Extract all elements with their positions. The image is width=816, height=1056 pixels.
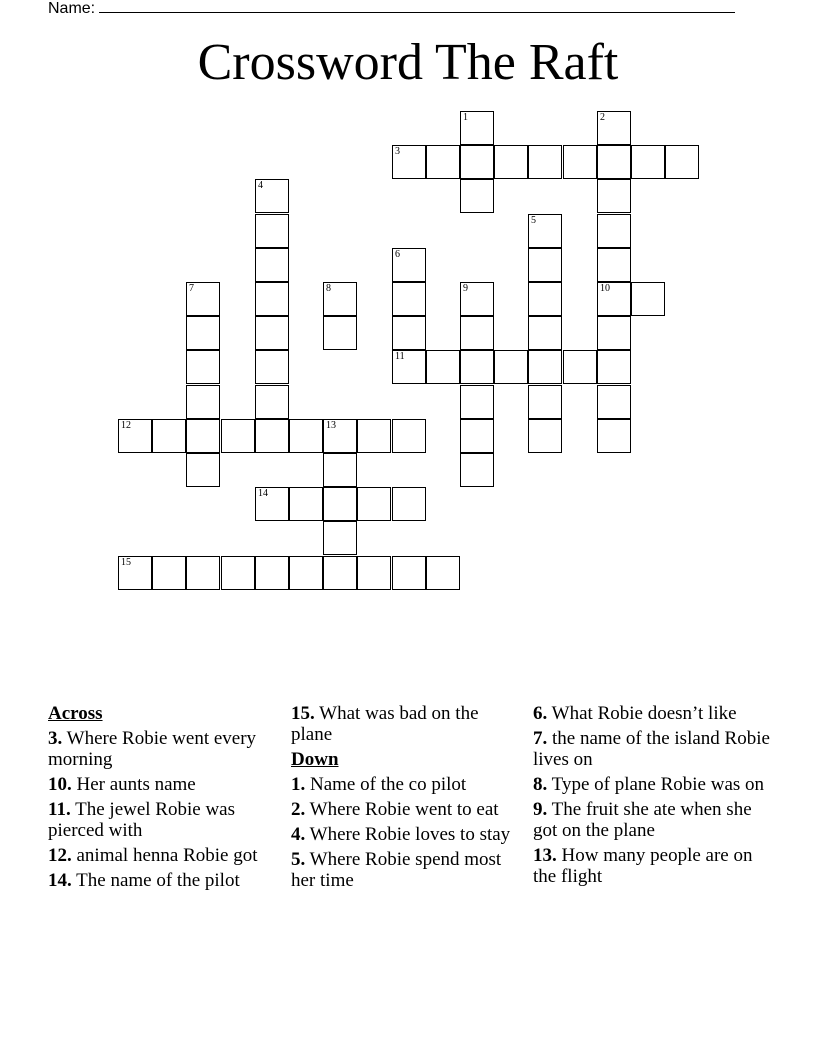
grid-cell[interactable]: [255, 419, 289, 453]
clue-down-13: [533, 845, 773, 887]
clue-across-11: [48, 799, 270, 841]
grid-cell[interactable]: [255, 179, 289, 213]
clue-text: Type of plane Robie was on: [551, 774, 765, 795]
clue-start-number: 11: [395, 351, 405, 362]
grid-cell[interactable]: [528, 248, 562, 282]
clue-start-number: 15: [121, 557, 131, 568]
grid-cell[interactable]: [323, 419, 357, 453]
grid-cell[interactable]: [426, 350, 460, 384]
grid-cell[interactable]: [323, 453, 357, 487]
clue-number: 13.: [533, 845, 557, 866]
clue-start-number: 13: [326, 420, 336, 431]
grid-cell[interactable]: [392, 487, 426, 521]
clue-text: The fruit she ate when she got on the plane: [533, 799, 752, 841]
clue-text: What Robie doesn’t like: [551, 703, 737, 724]
grid-cell[interactable]: [460, 111, 494, 145]
grid-cell[interactable]: [563, 145, 597, 179]
grid-cell[interactable]: [323, 556, 357, 590]
clue-start-number: 7: [189, 283, 194, 294]
down-heading: Down: [291, 749, 339, 770]
grid-cell[interactable]: [631, 282, 665, 316]
clue-down-2: [291, 799, 515, 820]
grid-cell[interactable]: [460, 419, 494, 453]
clue-number: 10.: [48, 774, 72, 795]
clue-column-1: [48, 703, 270, 895]
clue-column-2: [291, 703, 515, 895]
clue-number: 1.: [291, 774, 306, 795]
clue-text: Where Robie spend most her time: [291, 849, 502, 891]
name-field[interactable]: [48, 0, 735, 18]
clue-text: animal henna Robie got: [76, 845, 258, 866]
clue-number: 14.: [48, 870, 72, 891]
clue-start-number: 4: [258, 180, 263, 191]
grid-cell[interactable]: [392, 556, 426, 590]
grid-cell[interactable]: [392, 419, 426, 453]
grid-cell[interactable]: [426, 145, 460, 179]
grid-cell[interactable]: [255, 316, 289, 350]
across-heading: Across: [48, 703, 103, 724]
grid-cell[interactable]: [221, 419, 255, 453]
clue-start-number: 10: [600, 283, 610, 294]
clue-number: 3.: [48, 728, 63, 749]
page-title: Crossword The Raft: [197, 34, 619, 91]
grid-cell[interactable]: [597, 385, 631, 419]
grid-cell[interactable]: [186, 453, 220, 487]
clue-start-number: 12: [121, 420, 131, 431]
clue-text: The name of the pilot: [76, 870, 240, 891]
grid-cell[interactable]: [323, 521, 357, 555]
clue-number: 7.: [533, 728, 548, 749]
clue-number: 8.: [533, 774, 548, 795]
clue-down-4: [291, 824, 515, 845]
grid-cell[interactable]: [597, 282, 631, 316]
clue-start-number: 9: [463, 283, 468, 294]
grid-cell[interactable]: [460, 316, 494, 350]
grid-cell[interactable]: [186, 316, 220, 350]
clue-number: 6.: [533, 703, 548, 724]
grid-cell[interactable]: [186, 419, 220, 453]
clue-text: What was bad on the plane: [291, 703, 479, 745]
grid-cell[interactable]: [563, 350, 597, 384]
grid-cell[interactable]: [255, 385, 289, 419]
grid-cell[interactable]: [152, 556, 186, 590]
grid-cell[interactable]: [597, 179, 631, 213]
grid-cell[interactable]: [528, 385, 562, 419]
grid-cell[interactable]: [186, 350, 220, 384]
grid-cell[interactable]: [118, 556, 152, 590]
grid-cell[interactable]: [528, 350, 562, 384]
grid-cell[interactable]: [528, 419, 562, 453]
grid-cell[interactable]: [255, 214, 289, 248]
grid-cell[interactable]: [323, 282, 357, 316]
grid-cell[interactable]: [631, 145, 665, 179]
grid-cell[interactable]: [597, 350, 631, 384]
clue-start-number: 1: [463, 112, 468, 123]
clue-number: 15.: [291, 703, 315, 724]
clue-down-1: [291, 774, 515, 795]
clue-start-number: 2: [600, 112, 605, 123]
clue-number: 11.: [48, 799, 71, 820]
clue-down-7: [533, 728, 773, 770]
grid-cell[interactable]: [597, 214, 631, 248]
grid-cell[interactable]: [221, 556, 255, 590]
grid-cell[interactable]: [460, 179, 494, 213]
grid-cell[interactable]: [528, 316, 562, 350]
grid-cell[interactable]: [597, 419, 631, 453]
clue-across-15: [291, 703, 515, 745]
clue-start-number: 3: [395, 146, 400, 157]
grid-cell[interactable]: [460, 453, 494, 487]
clue-start-number: 6: [395, 249, 400, 260]
grid-cell[interactable]: [528, 214, 562, 248]
clue-text: Her aunts name: [76, 774, 196, 795]
grid-cell[interactable]: [152, 419, 186, 453]
clue-number: 4.: [291, 824, 306, 845]
grid-cell[interactable]: [323, 316, 357, 350]
grid-cell[interactable]: [597, 316, 631, 350]
clue-start-number: 14: [258, 488, 268, 499]
grid-cell[interactable]: [255, 556, 289, 590]
clue-number: 12.: [48, 845, 72, 866]
grid-cell[interactable]: [255, 487, 289, 521]
grid-cell[interactable]: [460, 350, 494, 384]
grid-cell[interactable]: [323, 487, 357, 521]
clue-down-8: [533, 774, 773, 795]
grid-cell[interactable]: [597, 145, 631, 179]
grid-cell[interactable]: [460, 282, 494, 316]
clue-text: Where Robie loves to stay: [309, 824, 511, 845]
grid-cell[interactable]: [597, 248, 631, 282]
grid-cell[interactable]: [392, 282, 426, 316]
clue-across-3: [48, 728, 270, 770]
clue-column-3: [533, 703, 773, 891]
clue-across-10: [48, 774, 270, 795]
grid-cell[interactable]: [289, 419, 323, 453]
grid-cell[interactable]: [528, 282, 562, 316]
grid-cell[interactable]: [357, 556, 391, 590]
grid-cell[interactable]: [118, 419, 152, 453]
clue-down-9: [533, 799, 773, 841]
clue-down-6: [533, 703, 773, 724]
clue-text: Name of the co pilot: [310, 774, 467, 795]
name-underline[interactable]: [99, 0, 735, 13]
grid-cell[interactable]: [357, 419, 391, 453]
clue-text: How many people are on the flight: [533, 845, 753, 887]
grid-cell[interactable]: [357, 487, 391, 521]
grid-cell[interactable]: [392, 145, 426, 179]
grid-cell[interactable]: [597, 111, 631, 145]
grid-cell[interactable]: [460, 145, 494, 179]
clue-number: 2.: [291, 799, 306, 820]
grid-cell[interactable]: [665, 145, 699, 179]
grid-cell[interactable]: [186, 385, 220, 419]
grid-cell[interactable]: [494, 145, 528, 179]
clue-number: 9.: [533, 799, 548, 820]
grid-cell[interactable]: [392, 248, 426, 282]
grid-cell[interactable]: [392, 316, 426, 350]
grid-cell[interactable]: [255, 248, 289, 282]
clue-down-5: [291, 849, 515, 891]
grid-cell[interactable]: [186, 556, 220, 590]
grid-cell[interactable]: [494, 350, 528, 384]
clue-text: The jewel Robie was pierced with: [48, 799, 235, 841]
grid-cell[interactable]: [289, 556, 323, 590]
clue-across-12: [48, 845, 270, 866]
clue-start-number: 8: [326, 283, 331, 294]
grid-cell[interactable]: [289, 487, 323, 521]
grid-cell[interactable]: [460, 385, 494, 419]
grid-cell[interactable]: [186, 282, 220, 316]
grid-cell[interactable]: [392, 350, 426, 384]
clue-text: Where Robie went every morning: [48, 728, 257, 770]
name-label: Name:: [48, 0, 96, 17]
grid-cell[interactable]: [528, 145, 562, 179]
clue-start-number: 5: [531, 215, 536, 226]
clue-number: 5.: [291, 849, 306, 870]
clue-text: Where Robie went to eat: [309, 799, 499, 820]
grid-cell[interactable]: [255, 282, 289, 316]
clue-across-14: [48, 870, 270, 891]
grid-cell[interactable]: [426, 556, 460, 590]
clue-text: the name of the island Robie lives on: [533, 728, 770, 770]
grid-cell[interactable]: [255, 350, 289, 384]
